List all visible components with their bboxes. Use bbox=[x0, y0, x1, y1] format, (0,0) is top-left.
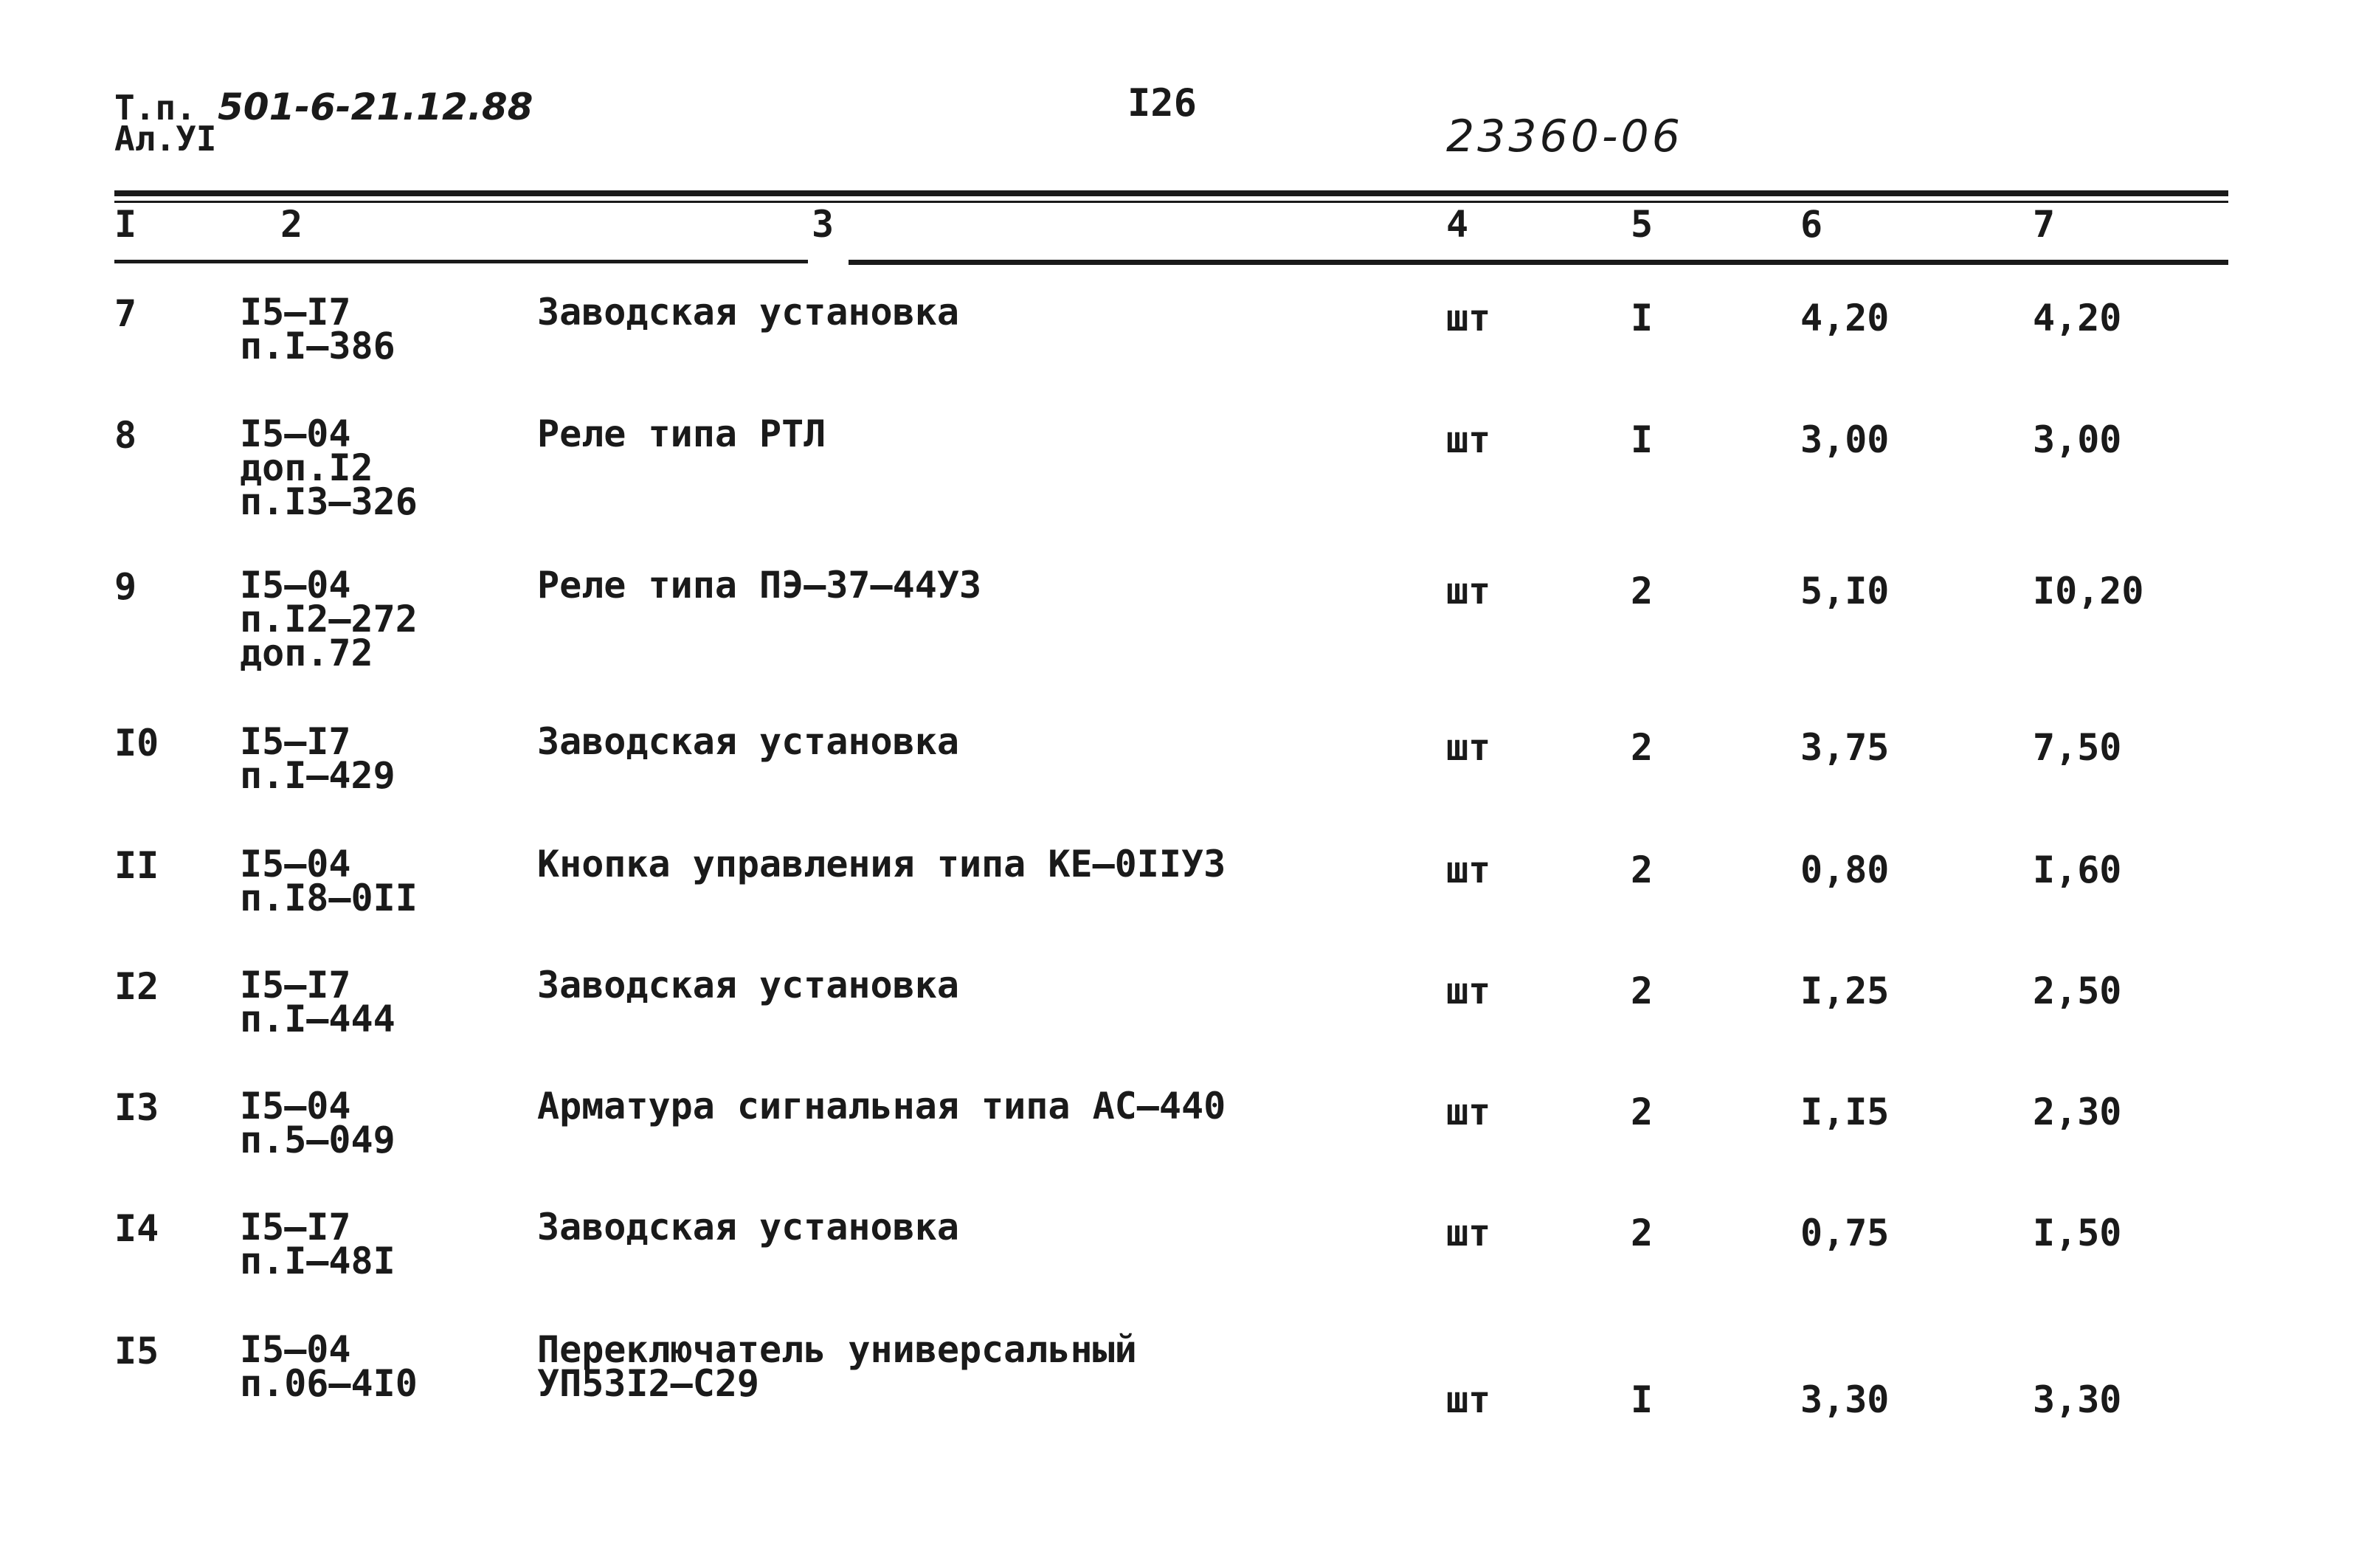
doc-code: 23360-06 bbox=[1446, 111, 1683, 162]
cell-price: 3,75 bbox=[1800, 726, 1890, 769]
header-underline-left bbox=[114, 260, 808, 263]
column-header-1: I bbox=[114, 203, 137, 246]
cell-name: Заводская установка bbox=[537, 964, 959, 1006]
cell-total: 2,50 bbox=[2033, 970, 2122, 1012]
column-header-4: 4 bbox=[1446, 203, 1469, 246]
cell-code: I5–I7 п.I–444 bbox=[240, 964, 395, 1040]
cell-total: 2,30 bbox=[2033, 1091, 2122, 1133]
cell-unit: шт bbox=[1446, 1378, 1491, 1421]
header-underline-right bbox=[849, 260, 2228, 265]
tp-value: 501-6-21.12.88 bbox=[218, 86, 533, 128]
al-label: Ал.УI bbox=[114, 119, 217, 159]
cell-code: I5–I7 п.I–48I bbox=[240, 1206, 395, 1282]
cell-name: Заводская установка bbox=[537, 720, 959, 763]
table-top-rule bbox=[114, 190, 2228, 196]
cell-num: II bbox=[114, 844, 159, 887]
cell-unit: шт bbox=[1446, 1091, 1491, 1133]
cell-price: 3,00 bbox=[1800, 418, 1890, 461]
cell-code: I5–04 п.5–049 bbox=[240, 1085, 395, 1161]
cell-unit: шт bbox=[1446, 970, 1491, 1012]
cell-name: Кнопка управления типа КЕ–0IIУ3 bbox=[537, 843, 1226, 885]
cell-unit: шт bbox=[1446, 297, 1491, 339]
column-header-5: 5 bbox=[1631, 203, 1654, 246]
cell-unit: шт bbox=[1446, 570, 1491, 612]
cell-price: 3,30 bbox=[1800, 1378, 1890, 1421]
column-header-3: 3 bbox=[812, 203, 835, 246]
cell-qty: 2 bbox=[1631, 726, 1654, 769]
column-header-6: 6 bbox=[1800, 203, 1823, 246]
cell-unit: шт bbox=[1446, 418, 1491, 461]
column-header-2: 2 bbox=[280, 203, 303, 246]
cell-qty: 2 bbox=[1631, 1212, 1654, 1254]
cell-name: Заводская установка bbox=[537, 291, 959, 334]
cell-qty: I bbox=[1631, 418, 1654, 461]
cell-price: 5,I0 bbox=[1800, 570, 1890, 612]
cell-price: 0,75 bbox=[1800, 1212, 1890, 1254]
cell-code: I5–04 п.06–4I0 bbox=[240, 1328, 418, 1405]
cell-num: I2 bbox=[114, 965, 159, 1008]
cell-total: 3,00 bbox=[2033, 418, 2122, 461]
cell-num: 8 bbox=[114, 414, 137, 457]
table-top-rule-thin bbox=[114, 201, 2228, 203]
cell-total: 3,30 bbox=[2033, 1378, 2122, 1421]
cell-total: I,60 bbox=[2033, 849, 2122, 891]
cell-total: 4,20 bbox=[2033, 297, 2122, 339]
cell-qty: 2 bbox=[1631, 970, 1654, 1012]
cell-name: Реле типа ПЭ–37–44У3 bbox=[537, 564, 982, 607]
cell-code: I5–04 п.I8–0II bbox=[240, 843, 418, 919]
cell-qty: I bbox=[1631, 1378, 1654, 1421]
cell-price: I,I5 bbox=[1800, 1091, 1890, 1133]
cell-unit: шт bbox=[1446, 726, 1491, 769]
cell-code: I5–I7 п.I–429 bbox=[240, 720, 395, 797]
tp-label: Т.п. bbox=[114, 88, 196, 128]
cell-name: Арматура сигнальная типа АС–440 bbox=[537, 1085, 1226, 1127]
cell-code: I5–04 п.I2–272 доп.72 bbox=[240, 564, 418, 674]
cell-price: 4,20 bbox=[1800, 297, 1890, 339]
cell-qty: 2 bbox=[1631, 1091, 1654, 1133]
page-number: I26 bbox=[1127, 81, 1197, 125]
cell-num: I4 bbox=[114, 1207, 159, 1250]
cell-name: Заводская установка bbox=[537, 1206, 959, 1248]
cell-num: 7 bbox=[114, 292, 137, 335]
cell-unit: шт bbox=[1446, 849, 1491, 891]
cell-num: I3 bbox=[114, 1086, 159, 1129]
cell-qty: I bbox=[1631, 297, 1654, 339]
cell-name: Переключатель универсальный УП53I2–С29 bbox=[537, 1328, 1137, 1405]
cell-total: I,50 bbox=[2033, 1212, 2122, 1254]
cell-num: I0 bbox=[114, 722, 159, 764]
cell-total: 7,50 bbox=[2033, 726, 2122, 769]
cell-num: 9 bbox=[114, 565, 137, 608]
cell-code: I5–04 доп.I2 п.I3–326 bbox=[240, 412, 418, 523]
cell-qty: 2 bbox=[1631, 570, 1654, 612]
cell-name: Реле типа РТЛ bbox=[537, 412, 826, 455]
cell-num: I5 bbox=[114, 1330, 159, 1372]
cell-price: I,25 bbox=[1800, 970, 1890, 1012]
cell-price: 0,80 bbox=[1800, 849, 1890, 891]
cell-total: I0,20 bbox=[2033, 570, 2144, 612]
cell-code: I5–I7 п.I–386 bbox=[240, 291, 395, 367]
column-header-7: 7 bbox=[2033, 203, 2056, 246]
cell-unit: шт bbox=[1446, 1212, 1491, 1254]
cell-qty: 2 bbox=[1631, 849, 1654, 891]
